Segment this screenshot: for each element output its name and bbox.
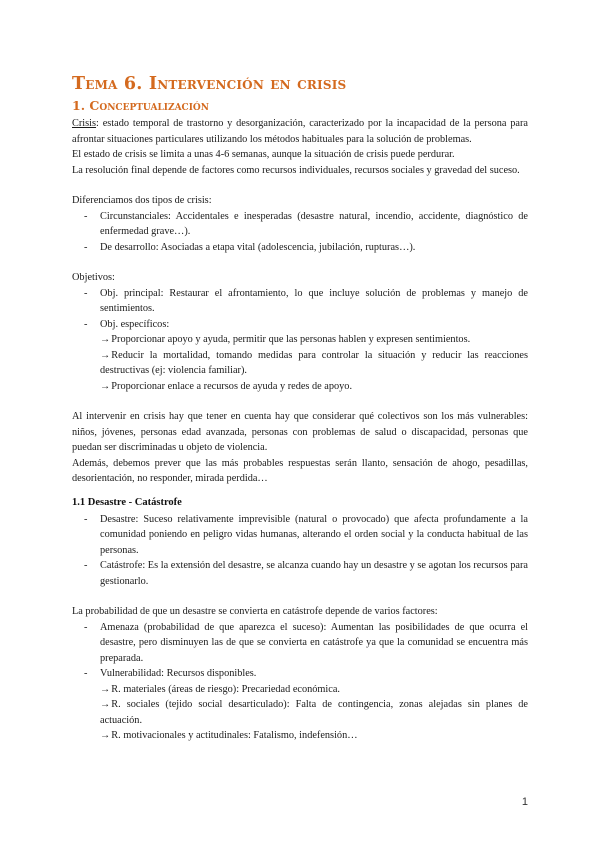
factor-vulnerabilidad: - Vulnerabilidad: Recursos disponibles.: [72, 666, 528, 682]
factors-list: [72, 620, 528, 682]
arrow-right-icon: →: [100, 349, 111, 361]
factors-intro: La probabilidad de que un desastre se convierta en catástrofe depende de varios factores:: [72, 606, 438, 617]
desastre-list: [72, 512, 528, 590]
section-heading-conceptualizacion: 1. Conceptualización: [72, 98, 209, 113]
list-item: - Catástrofe: Es la extensión del desastre, se alcanza cuando hay un desastre y se agotan los recursos para gestionarlo.: [72, 558, 528, 589]
arrow-right-icon: →: [100, 334, 111, 345]
list-item: - Desastre: Suceso relativamente imprevisible (natural o provocado) que afecta profundamente a la comunidad poniendo en peligro vidas humanas, alterando el orden social y la conducta habitual de las personas.: [72, 512, 528, 559]
vulnerability-item: →R. motivacionales y actitudinales: Fatalismo, indefensión…: [100, 730, 358, 741]
page-number: 1: [521, 796, 528, 808]
objective-main: - Obj. principal: Restaurar el afrontamiento, lo que incluye solución de problemas y manejo de sentimientos.: [72, 286, 528, 317]
crisis-definition: [72, 116, 528, 147]
arrow-right-icon: →: [100, 699, 111, 710]
objectives-list: [72, 286, 528, 333]
list-item: - Circunstanciales: Accidentales e inesperadas (desastre natural, incendio, accidente, diagnóstico de enfermedad grave…).: [72, 209, 528, 240]
objective-specific-label: - Obj. específicos:: [72, 317, 528, 333]
section-heading-desastre: 1.1 Desastre - Catástrofe: [72, 496, 182, 508]
crisis-term: Crisis: [72, 118, 97, 129]
crisis-duration: El estado de crisis se limita a unas 4-6 semanas, aunque la situación de crisis puede perdurar.: [72, 149, 455, 160]
crisis-def-text: : estado temporal de trastorno y desorganización, caracterizado por la incapacidad de la persona para afrontar situaciones particulares utilizando los métodos habituales para la solución de problemas.: [72, 118, 528, 145]
specific-objective: →Proporcionar enlace a recursos de ayuda y redes de apoyo.: [100, 380, 353, 392]
intervention-paragraph-1: Al intervenir en crisis hay que tener en cuenta hay que considerar qué colectivos son los más vulnerables: niños, jóvenes, personas edad avanzada, personas con problemas de salud o discapacidad, personas que puedan ser discriminadas u objeto de violencia.: [72, 411, 528, 453]
vulnerability-item: →R. sociales (tejido social desarticulado): Falta de contingencia, zonas alejadas sin planes de actuación.: [100, 699, 528, 726]
page-title: Tema 6. Intervención en crisis: [72, 74, 347, 94]
list-item: - De desarrollo: Asociadas a etapa vital (adolescencia, jubilación, rupturas…).: [72, 240, 528, 256]
document-page: [72, 74, 528, 744]
arrow-right-icon: →: [100, 730, 111, 741]
factor-amenaza: - Amenaza (probabilidad de que aparezca el suceso): Aumentan las posibilidades de que ocurra el desastre, pero disminuyen las de que se convierta en catástrofe ya que la comunidad se encuentra más preparada.: [72, 620, 528, 667]
specific-objective: →Reducir la mortalidad, tomando medidas para controlar la situación y reducir las reacciones destructivas (ej: violencia familiar).: [100, 349, 528, 376]
types-intro: Diferenciamos dos tipos de crisis:: [72, 195, 212, 206]
objectives-intro: Objetivos:: [72, 272, 115, 283]
intervention-paragraph-2: Además, debemos prever que las más probables respuestas serán llanto, sensación de ahogo, pesadillas, desorientación, no responder, mirada perdida…: [72, 457, 528, 484]
vulnerability-item: →R. materiales (áreas de riesgo): Precariedad económica.: [100, 683, 341, 695]
specific-objective: →Proporcionar apoyo y ayuda, permitir que las personas hablen y expresen sentimientos.: [100, 334, 471, 345]
types-list: [72, 209, 528, 256]
arrow-right-icon: →: [100, 380, 111, 392]
arrow-right-icon: →: [100, 683, 111, 695]
crisis-resolution: La resolución final depende de factores como recursos individuales, recursos sociales y gravedad del suceso.: [72, 164, 520, 176]
